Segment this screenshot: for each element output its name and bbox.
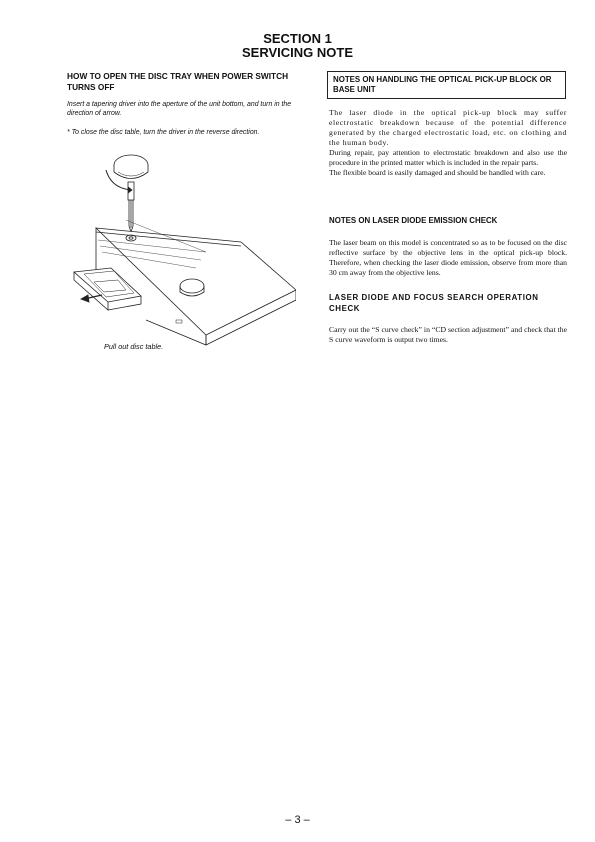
paragraph-s-curve: Carry out the “S curve check” in “CD section adjustment” and check that the S curve waveform is output two times. — [329, 325, 567, 344]
left-note: * To close the disc table, turn the driver in the reverse direction. — [67, 129, 260, 136]
emission-check-heading: NOTES ON LASER DIODE EMISSION CHECK — [329, 216, 498, 225]
page-number: – 3 – — [285, 814, 310, 826]
paragraph-repair: During repair, pay attention to electrostatic breakdown and also use the procedure in the printed matter which is included in the repair parts. — [329, 148, 567, 167]
illustration-caption: Pull out disc table. — [104, 342, 164, 351]
focus-search-heading: LASER DIODE AND FOCUS SEARCH OPERATION CHECK — [329, 293, 539, 313]
page-title: SERVICING NOTE — [241, 45, 353, 60]
cd-unit-body — [74, 220, 296, 345]
paragraph-electrostatic: The laser diode in the optical pick-up block may suffer electrostatic breakdown because of the potential difference generated by the charged electrostatic load, etc. on clothing and the human body. — [329, 108, 567, 147]
left-heading: HOW TO OPEN THE DISC TRAY WHEN POWER SWITCH TURNS OFF — [67, 71, 289, 92]
handling-notes-body — [329, 108, 567, 178]
section-number: SECTION 1 — [263, 31, 332, 46]
disc-tray-illustration — [66, 150, 296, 350]
left-instruction: Insert a tapering driver into the aperture of the unit bottom, and turn in the direction of arrow. — [67, 101, 292, 117]
paragraph-laser-beam: The laser beam on this model is concentrated so as to be focused on the disc reflective surface by the objective lens in the optical pick-up block. Therefore, when checking the laser diode emission, observe from more than 30 cm away from the objective lens. — [329, 238, 567, 277]
handling-notes-heading: NOTES ON HANDLING THE OPTICAL PICK-UP BLOCK OR BASE UNIT — [327, 71, 566, 99]
paragraph-flexible-board: The flexible board is easily damaged and should be handled with care. — [329, 168, 546, 177]
